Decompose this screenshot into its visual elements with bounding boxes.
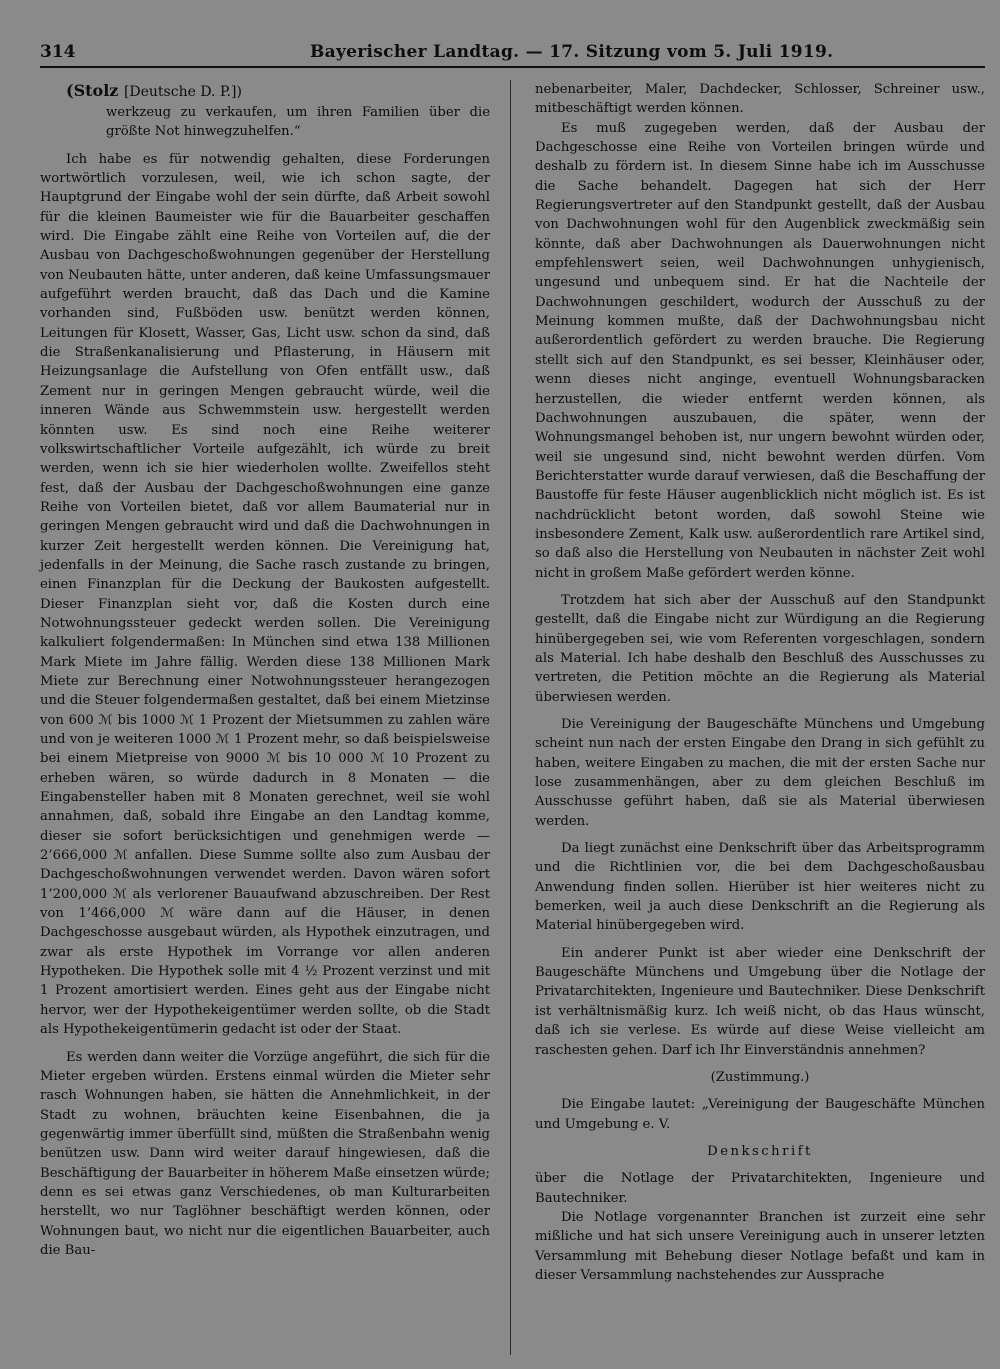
section-heading: Denkschrift <box>707 1143 813 1159</box>
speaker-party: [Deutsche D. P.]) <box>123 84 242 100</box>
speaker-line <box>40 80 490 103</box>
subheading: über die Notlage der Privatarchitekten, Ingenieure und Bautechniker. <box>535 1171 985 1206</box>
left-column <box>40 80 490 1260</box>
paragraph: Die Eingabe lautet: „Vereinigung der Baugeschäfte München und Umgebung e. V. <box>535 1097 985 1132</box>
paragraph: Es muß zugegeben werden, daß der Ausbau der Dachgeschosse eine Reihe von Vorteilen bringen würde und deshalb zu fördern ist. In diesem Sinne habe ich im Ausschusse die Sache behandelt. Dagegen hat sich der Herr Regierungsvertreter auf den Standpunkt gestellt, daß der Ausbau von Dachwohnungen wohl für den Augenblick zweckmäßig sein könnte, daß aber Dachwohnungen als Dauerwohnungen nicht empfehlenswert seien, weil Dachwohnungen unhygienisch, ungesund und unbequem sind. Er hat die Nachteile der Dachwohnungen geschildert, wodurch der Ausschuß zu der Meinung kommen mußte, daß der Dachwohnungsbau nicht außerordentlich gefördert zu werden brauche. Die Regierung stellt sich auf den Standpunkt, es sei besser, Kleinhäuser oder, wenn dieses nicht anginge, eventuell Wohnungsbaracken herzustellen, die wieder entfernt werden können, als Dachwohnungen auszubauen, die später, wenn der Wohnungsmangel behoben ist, nur ungern bewohnt würden oder, weil sie ungesund sind, nicht bewohnt werden dürfen. Vom Berichterstatter wurde darauf verwiesen, daß die Beschaffung der Baustoffe für feste Häuser augenblicklich nicht möglich ist. Es ist nachdrücklicht betont worden, daß sowohl Steine wie insbesondere Zement, Kalk usw. außerordentlich rare Artikel sind, so daß also die Herstellung von Neubauten in nächster Zeit wohl nicht in großem Maße gefördert werden könne. <box>535 120 985 581</box>
paragraph: Da liegt zunächst eine Denkschrift über das Arbeitsprogramm und die Richtlinien vor, die bei dem Dachgeschoßausbau Anwendung finden sollen. Hierüber ist hier weiteres nicht zu bemerken, weil ja auch diese Denkschrift an die Regierung als Material hinübergegeben wird. <box>535 841 985 934</box>
column-divider <box>510 80 511 1355</box>
header-rule <box>40 66 985 68</box>
paragraph: Trotzdem hat sich aber der Ausschuß auf den Standpunkt gestellt, daß die Eingabe nicht zur Würdigung an die Regierung hinübergegeben sei, wie vom Referenten vorgeschlagen, sondern als Material. Ich habe deshalb den Beschluß des Ausschusses zu vertreten, die Petition möchte an die Regierung als Material überwiesen werden. <box>535 592 985 705</box>
paragraph: Die Vereinigung der Baugeschäfte Münchens und Umgebung scheint nun nach der ersten Eingabe den Drang in sich gefühlt zu haben, weitere Eingaben zu machen, die mit der ersten Sache nur lose zusammenhängen, aber zu dem gleichen Beschluß im Ausschusse geführt haben, daß sie als Material überwiesen werden. <box>535 717 985 829</box>
page-number: 314 <box>40 42 76 62</box>
paragraph: Ich habe es für notwendig gehalten, diese Forderungen wortwörtlich vorzulesen, weil, wie ich schon sagte, der Hauptgrund der Eingabe wohl der sein dürfte, daß Arbeit sowohl für die kleinen Baumeister wie für die Bauarbeiter geschaffen wird. Die Eingabe zählt eine Reihe von Vorteilen auf, die der Ausbau von Dachgeschoßwohnungen gegenüber der Herstellung von Neubauten hätte, unter anderen, daß keine Umfassungsmauer aufgeführt werden braucht, daß das Dach und die Kamine vorhanden sind, Fußböden usw. benützt werden können, Leitungen für Klosett, Wasser, Gas, Licht usw. schon da sind, daß die Straßenkanalisierung und Pflasterung, in Häusern mit Heizungsanlage die Aufstellung von Ofen entfällt usw., daß Zement nur in geringen Mengen gebraucht würde, weil die inneren Wände aus Schwemmstein usw. hergestellt werden könnten usw. Es sind noch eine Reihe weiterer volkswirtschaftlicher Vorteile aufgezählt, ich würde zu breit werden, wenn ich sie hier wiederholen wollte. Zweifellos steht fest, daß der Ausbau der Dachgeschoßwohnungen eine ganze Reihe von Vorteilen bietet, daß vor allem Baumaterial nur in geringen Mengen gebraucht wird und daß die Dachwohnungen in kurzer Zeit hergestellt werden können. Die Vereinigung hat, jedenfalls in der Meinung, die Sache rasch zustande zu bringen, einen Finanzplan für die Deckung der Baukosten aufgestellt. Dieser Finanzplan sieht vor, daß die Kosten durch eine Notwohnungssteuer gedeckt werden sollen. Die Vereinigung kalkuliert folgendermaßen: In München sind etwa 138 Millionen Mark Miete im Jahre fällig. Werden diese 138 Millionen Mark Miete zur Berechnung einer Notwohnungssteuer herangezogen und die Steuer folgendermaßen gestaltet, daß bei einem Mietzinse von 600 ℳ bis 1000 ℳ 1 Prozent der Mietsummen zu zahlen wäre und von je weiteren 1000 ℳ 1 Prozent mehr, so daß beispielsweise bei einem Mietpreise von 9000 ℳ bis 10 000 ℳ 10 Prozent zu erheben wären, so würde dadurch in 8 Monaten — die Eingabensteller haben mit 8 Monaten gerechnet, weil sie wohl annahmen, daß, sobald ihre Eingabe an den Landtag komme, dieser sie sofort berücksichtigen und genehmigen werde — 2’666,000 ℳ anfallen. Diese Summe sollte also zum Ausbau der Dachgeschoßwohnungen verwendet werden. Davon wären sofort 1’200,000 ℳ als verlorener Bauaufwand abzuschreiben. Der Rest von 1’466,000 ℳ wäre dann auf die Häuser, in denen Dachgeschosse ausgebaut würden, als Hypothek einzutragen, und zwar als erste Hypothek im Vorrange vor allen anderen Hypotheken. Die Hypothek solle mit 4 ½ Prozent verzinst und mit 1 Prozent amortisiert werden. Eines geht aus der Eingabe nicht hervor, wer der Hypothekeigentümer werden sollte, ob die Stadt als Hypothekeigentümerin gedacht ist oder der Staat. <box>40 151 490 1038</box>
right-column <box>535 80 985 1285</box>
paragraph: Es werden dann weiter die Vorzüge angeführt, die sich für die Mieter ergeben würden. Erstens einmal würden die Mieter sehr rasch Wohnungen haben, sie hätten die Annehmlichkeit, in der Stadt zu wohnen, bräuchten keine Eisenbahnen, die ja gegenwärtig immer überfüllt sind, müßten die Straßenbahn wenig benützen usw. Dann wird weiter darauf hingewiesen, daß die Beschäftigung der Bauarbeiter in höherem Maße einsetzen würde; denn es sei etwas ganz Verschiedenes, ob man Kulturarbeiten herstellt, wo nur Taglöhner beschäftigt werden können, oder Wohnungen baut, wo nicht nur die eigentlichen Bauarbeiter, auch die Bau- <box>40 1049 490 1258</box>
interjection: (Zustimmung.) <box>710 1069 810 1085</box>
paragraph: Ein anderer Punkt ist aber wieder eine Denkschrift der Baugeschäfte Münchens und Umgebung über die Notlage der Privatarchitekten, Ingenieure und Bautechniker. Diese Denkschrift ist verhältnismäßig kurz. Ich weiß nicht, ob das Haus wünscht, daß ich sie verlese. Es würde auf diese Weise vielleicht am raschesten gehen. Darf ich Ihr Einverständnis annehmen? <box>535 945 985 1058</box>
speaker-name: (Stolz <box>66 81 119 100</box>
paragraph: Die Notlage vorgenannter Branchen ist zurzeit eine sehr mißliche und hat sich unsere Vereinigung auch in unserer letzten Versammlung mit Behebung dieser Notlage befaßt und kam in dieser Versammlung nachstehendes zur Aussprache <box>535 1209 985 1283</box>
paragraph: werkzeug zu verkaufen, um ihren Familien über die größte Not hinwegzuhelfen.“ <box>106 105 490 140</box>
running-title: Bayerischer Landtag. — 17. Sitzung vom 5. Juli 1919. <box>310 42 834 62</box>
paragraph: nebenarbeiter, Maler, Dachdecker, Schlosser, Schreiner usw., mitbeschäftigt werden können. <box>535 82 985 117</box>
